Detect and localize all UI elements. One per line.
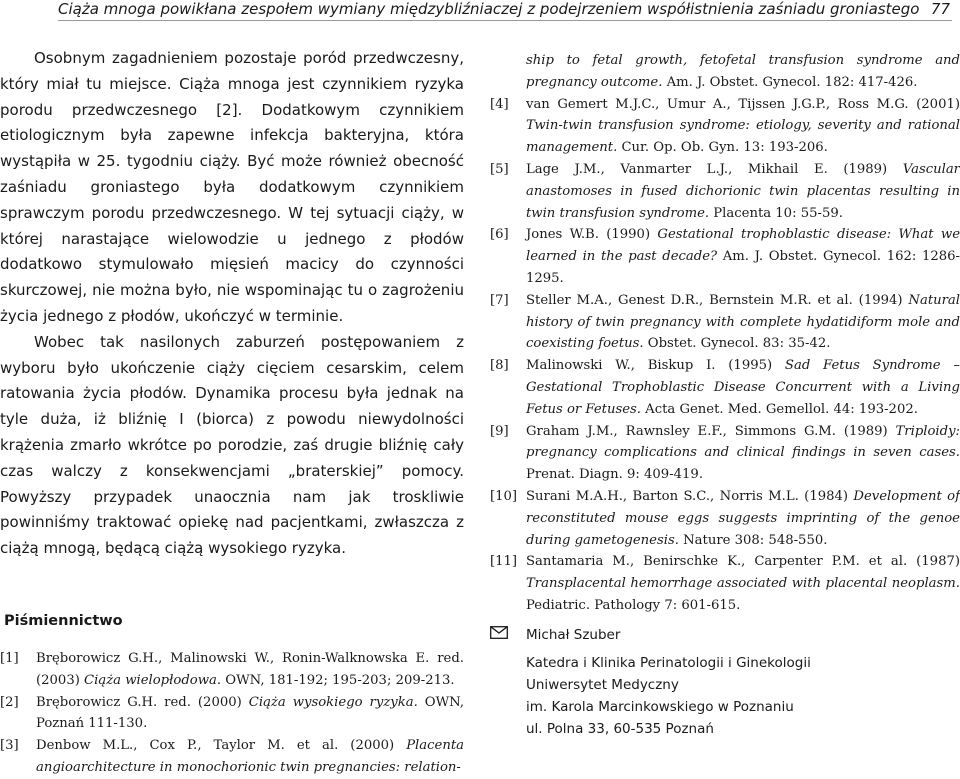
references-right (490, 50, 960, 617)
reference-number: [4] (490, 96, 509, 112)
references-heading: Piśmiennictwo (4, 613, 123, 629)
running-title: Ciąża mnoga powikłana zespołem wymiany międzybliźniaczej z podejrzeniem współistnienia zaśniadu groniastego (58, 0, 920, 18)
paragraph: Osobnym zagadnieniem pozostaje poród przedwczesny, który miał tu miejsce. Ciąża mnoga jest czynnikiem ryzyka porodu przedwczesnego [2]. Dodatkowym czynnikiem etiologicznym była zapewne infekcja bakteryjna, która wystąpiła w 25. tygodniu ciąży. Być może również obecność zaśniadu groniastego była dodatkowym czynnikiem sprawczym porodu przedwczesnego. W tej sytuacji ciąży, w której narastające wielowodzie u jednego z płodów dodatkowo stymulowało mięsień macicy do czynności skurczowej, nie można było, nie wspominając tu o zagrożeniu życia jednego z płodów, ukończyć w terminie. (0, 49, 464, 325)
reference-title: Transplacental hemorrhage associated with placental neoplasm. (526, 576, 960, 592)
reference-number: [2] (0, 694, 19, 710)
reference-title: Natural history of twin pregnancy with complete hydatidiform mole and coexisting foetus. (526, 292, 960, 352)
author-name: Michał Szuber (526, 627, 621, 643)
address-line: im. Karola Marcinkowskiego w Poznaniu (526, 699, 794, 715)
reference-title: ship to fetal growth, fetofetal transfusion syndrome and pregnancy outcome. (526, 53, 960, 90)
reference-source: Am. J. Obstet. Gynecol. 162: 1286-1295. (526, 249, 960, 286)
reference-title: Triploidy: pregnancy complications and clinical findings in seven cases. (526, 423, 960, 461)
reference-number: [7] (490, 292, 509, 308)
reference-source: OWN, 181-192; 195-203; 209-213. (221, 672, 455, 688)
reference-item (490, 224, 960, 289)
reference-authors: van Gemert M.J.C., Umur A., Tijssen J.G.P., Ross M.G. (2001) (526, 96, 960, 112)
reference-title: Gestational trophoblastic disease: What we learned in the past decade? (526, 227, 960, 265)
reference-authors: Lage J.M., Vanmarter L.J., Mikhail E. (1989) (526, 161, 903, 177)
reference-title: Sad Fetus Syndrome – Gestational Trophoblastic Disease Concurrent with a Living Fetus or Fetuses. (526, 358, 960, 417)
reference-authors: Surani M.A.H., Barton S.C., Norris M.L. (1984) (526, 488, 854, 504)
reference-authors: Malinowski W., Biskup I. (1995) (526, 358, 785, 374)
reference-continuation (490, 50, 960, 94)
reference-number: [11] (490, 554, 518, 570)
reference-source: Nature 308: 548-550. (678, 532, 828, 548)
reference-source: Am. J. Obstet. Gynecol. 182: 417-426. (662, 74, 918, 90)
reference-title: Placenta angioarchitecture in monochorionic twin pregnancies: relation- (36, 738, 464, 775)
page-number: 77 (930, 0, 950, 18)
reference-authors: Jones W.B. (1990) (526, 227, 658, 243)
body-text (0, 46, 464, 562)
reference-authors: Steller M.A., Genest D.R., Bernstein M.R. et al. (1994) (526, 292, 909, 308)
address-line: Katedra i Klinika Perinatologii i Ginekologii (526, 655, 811, 671)
reference-source: Acta Genet. Med. Gemellol. 44: 193-202. (640, 401, 918, 417)
reference-authors: Graham J.M., Rawnsley E.F., Simmons G.M. (1989) (526, 423, 896, 439)
paragraph: Wobec tak nasilonych zaburzeń postępowaniem z wyboru było ukończenie ciąży cięciem cesarskim, celem ratowania życia płodów. Dynamika procesu była jednak na tyle duża, iż bliźnię I (biorca) z powodu niewydolności krążenia zmarło wkrótce po porodzie, zaś drugie bliźnię cały czas walczy z konsekwencjami „braterskiej” pomocy. Powyższy przypadek unaocznia nam jak troskliwie powinniśmy traktować opiekę nad pacjentkami, zwłaszcza z ciążą mnogą, będącą ciążą wysokiego ryzyka. (0, 332, 464, 558)
reference-source: Obstet. Gynecol. 83: 35-42. (643, 336, 831, 352)
reference-number: [5] (490, 161, 509, 177)
reference-item (490, 421, 960, 486)
reference-source: Placenta 10: 55-59. (709, 205, 843, 221)
reference-authors: Bręborowicz G.H. red. (2000) (36, 694, 249, 710)
reference-number: [8] (490, 358, 509, 374)
reference-source: Pediatric. Pathology 7: 601-615. (526, 597, 741, 613)
reference-authors: Santamaria M., Benirschke K., Carpenter P.M. et al. (1987) (526, 554, 960, 570)
reference-title: Ciąża wysokiego ryzyka. (248, 694, 418, 710)
reference-number: [6] (490, 227, 509, 243)
running-header (58, 0, 952, 21)
reference-title: Vascular anastomoses in fused dichorionic twin placentas resulting in twin transfusion syndrome. (526, 161, 960, 221)
reference-item (490, 94, 960, 159)
reference-source: Cur. Op. Ob. Gyn. 13: 193-206. (617, 140, 828, 156)
reference-title: Twin-twin transfusion syndrome: etiology, severity and rational management. (526, 118, 960, 156)
reference-number: [1] (0, 651, 19, 666)
reference-item (0, 692, 464, 736)
reference-item (490, 290, 960, 355)
reference-title: Development of reconstituted mouse eggs suggests imprinting of the genoe during gametogenesis. (526, 488, 960, 548)
address-line: ul. Polna 33, 60-535 Poznań (526, 721, 714, 737)
reference-number: [3] (0, 738, 19, 754)
reference-item (490, 486, 960, 551)
reference-title: Ciąża wielopłodowa. (84, 672, 222, 688)
reference-authors: Bręborowicz G.H., Malinowski W., Ronin-Walknowska E. red. (2003) (36, 651, 464, 688)
envelope-icon (490, 626, 508, 639)
correspondence-address (490, 624, 950, 740)
references-left (0, 648, 464, 779)
address-line: Uniwersytet Medyczny (526, 677, 679, 693)
reference-number: [9] (490, 423, 509, 439)
reference-number: [10] (490, 488, 518, 504)
reference-source: Prenat. Diagn. 9: 409-419. (526, 467, 704, 483)
reference-item (490, 159, 960, 224)
reference-authors: Denbow M.L., Cox P., Taylor M. et al. (2000) (36, 738, 407, 754)
reference-source: OWN, Poznań 111-130. (36, 694, 465, 732)
reference-item (490, 551, 960, 616)
reference-item (0, 735, 464, 779)
reference-item (0, 648, 464, 692)
reference-item (490, 355, 960, 420)
